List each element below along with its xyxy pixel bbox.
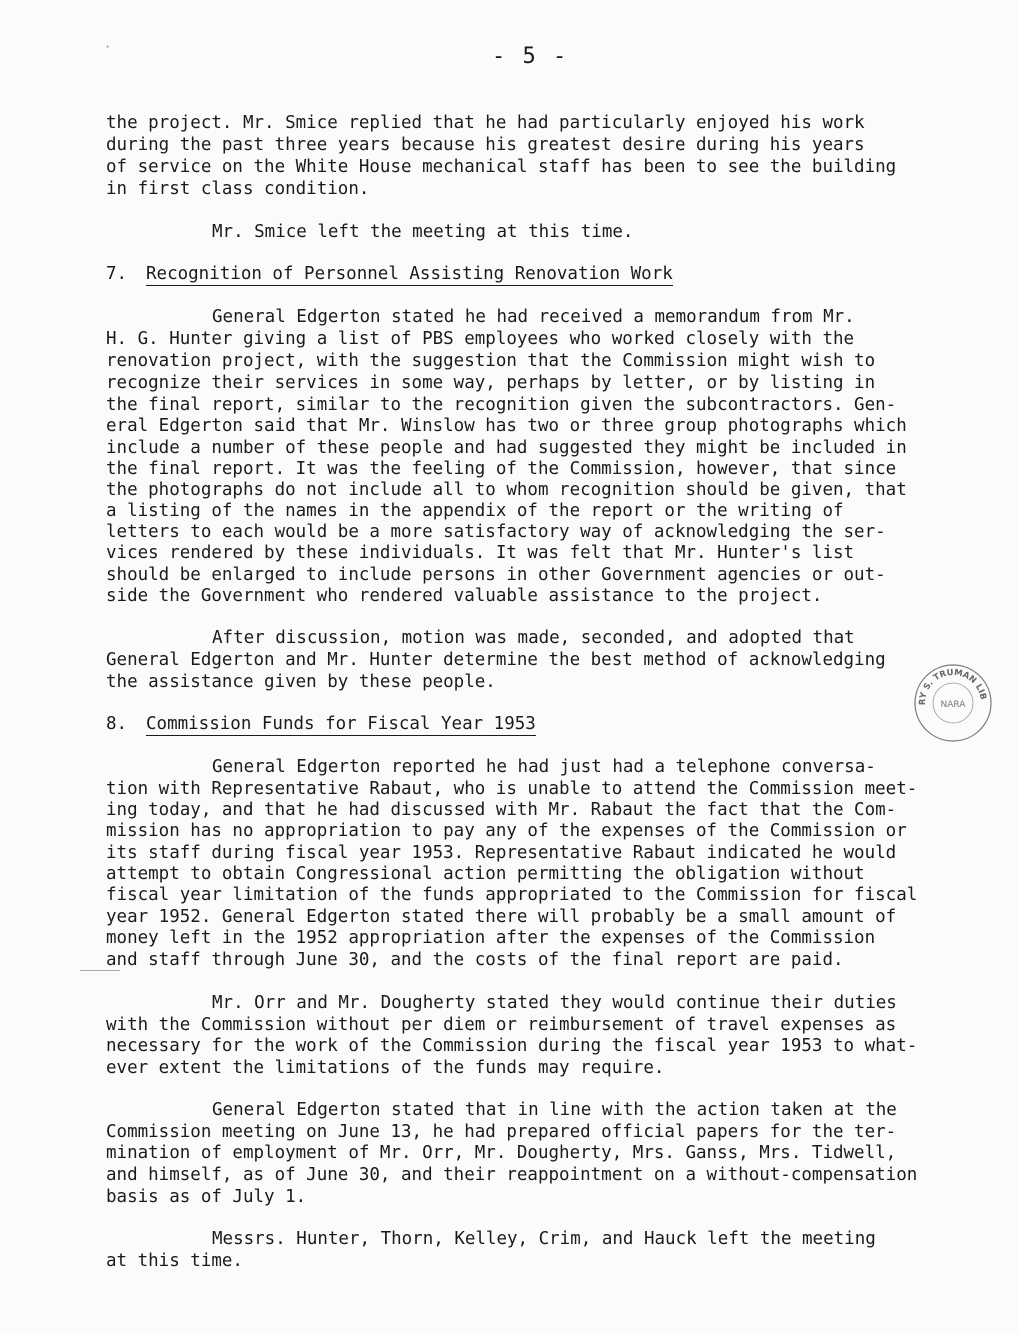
para3-line-13: should be enlarged to include persons in other Government agencies or out-: [106, 565, 886, 585]
para7-line-1: General Edgerton stated that in line with the action taken at the: [212, 1100, 897, 1120]
para3-line-3: renovation project, with the suggestion that the Commission might wish to: [106, 351, 876, 371]
para5-line-1: General Edgerton reported he had just had a telephone conversa-: [212, 757, 876, 777]
para5-line-10: and staff through June 30, and the costs of the final report are paid.: [106, 950, 844, 970]
page-number: - 5 -: [492, 44, 569, 69]
para3-line-7: include a number of these people and had suggested they might be included in: [106, 438, 907, 458]
section-7-title: Recognition of Personnel Assisting Renovation Work: [146, 264, 673, 284]
para3-line-12: vices rendered by these individuals. It was felt that Mr. Hunter's list: [106, 543, 855, 563]
para7-line-5: basis as of July 1.: [106, 1187, 307, 1207]
para3-line-5: the final report, similar to the recognition given the subcontractors. Gen-: [106, 395, 897, 415]
para1-line-4: in first class condition.: [106, 179, 370, 199]
para1-line-3: of service on the White House mechanical staff has been to see the building: [106, 157, 897, 177]
para3-line-10: a listing of the names in the appendix of the report or the writing of: [106, 501, 844, 521]
para1-line-2: during the past three years because his greatest desire during his years: [106, 135, 865, 155]
para3-line-8: the final report. It was the feeling of the Commission, however, that since: [106, 459, 897, 479]
section-8-number: 8.: [106, 714, 128, 734]
section-7-heading: [106, 264, 673, 284]
para6-line-1: Mr. Orr and Mr. Dougherty stated they would continue their duties: [212, 993, 897, 1013]
para3-line-11: letters to each would be a more satisfactory way of acknowledging the ser-: [106, 522, 886, 542]
para3-line-14: side the Government who rendered valuable assistance to the project.: [106, 586, 823, 606]
scan-mark: ·: [104, 40, 112, 54]
library-stamp-icon: [912, 662, 994, 744]
para5-line-8: year 1952. General Edgerton stated there will probably be a small amount of: [106, 907, 897, 927]
para5-line-2: tion with Representative Rabaut, who is unable to attend the Commission meet-: [106, 779, 918, 799]
para5-line-3: ing today, and that he had discussed with Mr. Rabaut the fact that the Com-: [106, 800, 897, 820]
para3-line-2: H. G. Hunter giving a list of PBS employees who worked closely with the: [106, 329, 855, 349]
para5-line-9: money left in the 1952 appropriation after the expenses of the Commission: [106, 928, 876, 948]
section-8-heading: [106, 714, 536, 734]
stamp-center-text: NARA: [940, 700, 966, 710]
para7-line-4: and himself, as of June 30, and their reappointment on a without-compensation: [106, 1165, 918, 1185]
para5-line-7: fiscal year limitation of the funds appropriated to the Commission for fiscal: [106, 885, 918, 905]
para4-line-3: the assistance given by these people.: [106, 672, 496, 692]
para4-line-2: General Edgerton and Mr. Hunter determine the best method of acknowledging: [106, 650, 886, 670]
para8-line-1: Messrs. Hunter, Thorn, Kelley, Crim, and Hauck left the meeting: [212, 1229, 876, 1249]
scan-mark-line: [80, 970, 120, 971]
para6-line-2: with the Commission without per diem or reimbursement of travel expenses as: [106, 1015, 897, 1035]
para1-line-1: the project. Mr. Smice replied that he had particularly enjoyed his work: [106, 113, 865, 133]
section-8-title: Commission Funds for Fiscal Year 1953: [146, 714, 536, 734]
para5-line-5: its staff during fiscal year 1953. Representative Rabaut indicated he would: [106, 843, 897, 863]
para6-line-3: necessary for the work of the Commission during the fiscal year 1953 to what-: [106, 1036, 918, 1056]
para3-line-6: eral Edgerton said that Mr. Winslow has two or three group photographs which: [106, 416, 907, 436]
para5-line-4: mission has no appropriation to pay any of the expenses of the Commission or: [106, 821, 907, 841]
section-7-number: 7.: [106, 264, 128, 284]
para3-line-9: the photographs do not include all to whom recognition should be given, that: [106, 480, 907, 500]
para7-line-3: mination of employment of Mr. Orr, Mr. Dougherty, Mrs. Ganss, Mrs. Tidwell,: [106, 1143, 897, 1163]
para7-line-2: Commission meeting on June 13, he had prepared official papers for the ter-: [106, 1122, 897, 1142]
svg-text:HARRY S. TRUMAN LIBRARY: RY S. TRUMAN LIB: [917, 667, 988, 706]
para3-line-1: General Edgerton stated he had received a memorandum from Mr.: [212, 307, 855, 327]
para5-line-6: attempt to obtain Congressional action permitting the obligation without: [106, 864, 865, 884]
para4-line-1: After discussion, motion was made, seconded, and adopted that: [212, 628, 855, 648]
para2-line-1: Mr. Smice left the meeting at this time.: [212, 222, 634, 242]
library-stamp: [912, 662, 994, 744]
para3-line-4: recognize their services in some way, perhaps by letter, or by listing in: [106, 373, 876, 393]
para6-line-4: ever extent the limitations of the funds may require.: [106, 1058, 665, 1078]
para8-line-2: at this time.: [106, 1251, 243, 1271]
